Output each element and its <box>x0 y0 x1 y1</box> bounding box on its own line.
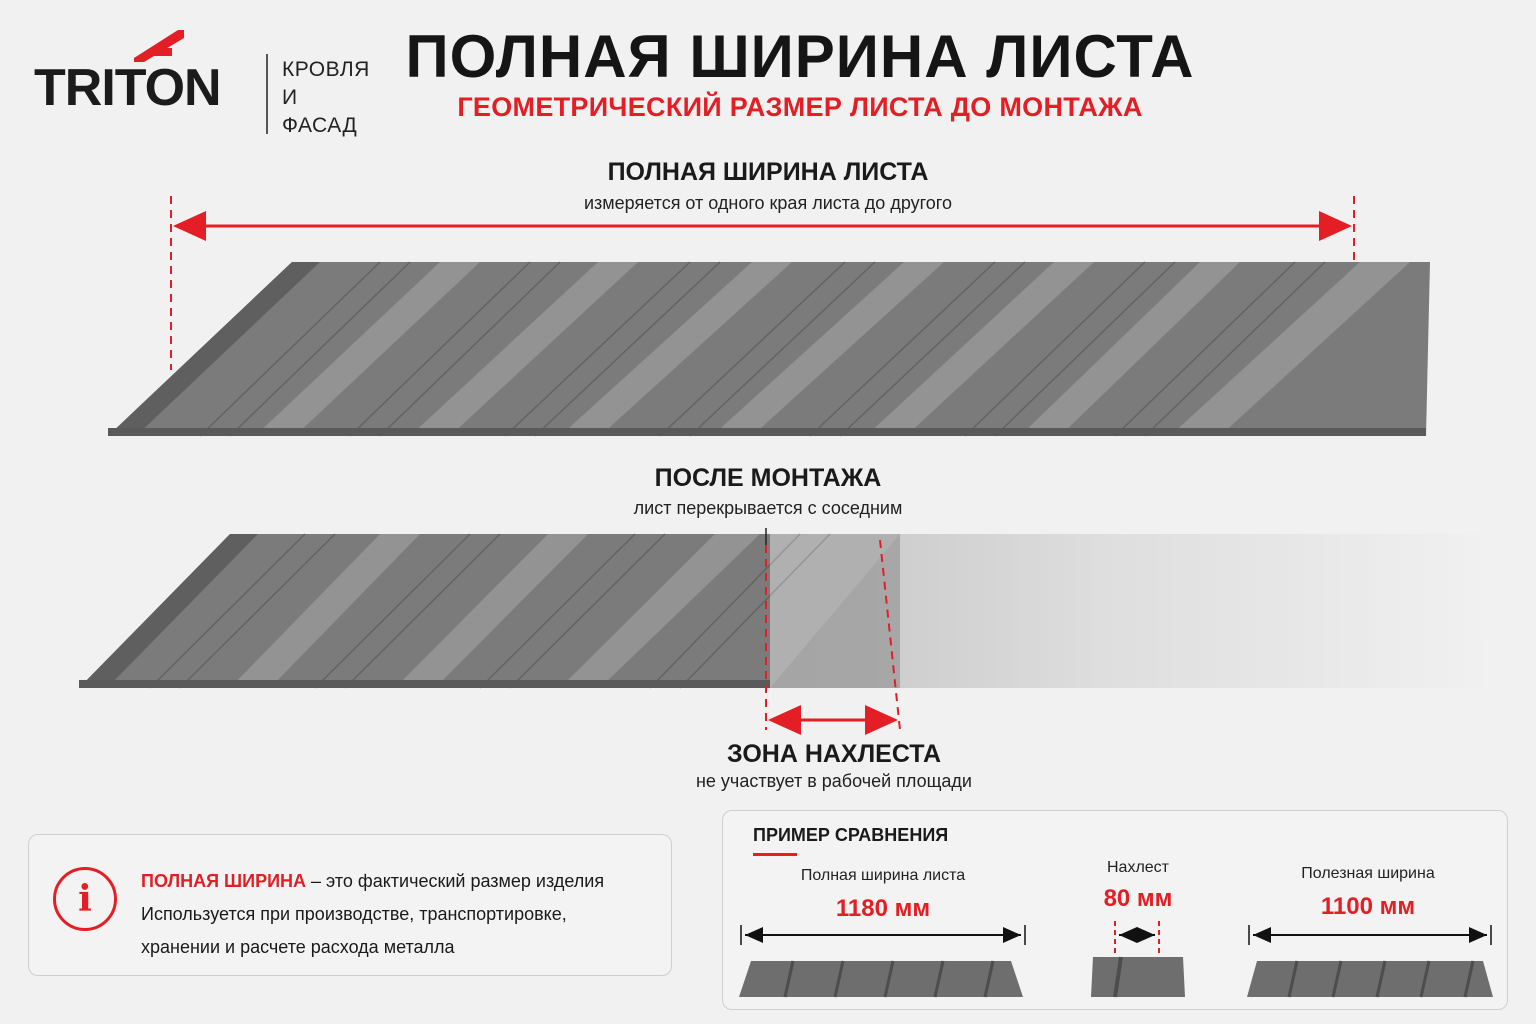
after-install-subtitle: лист перекрывается с соседним <box>633 498 903 518</box>
info-line1-rest: – это фактический размер изделия <box>306 871 605 891</box>
comparison-panel <box>722 810 1508 1010</box>
tagline-line1: КРОВЛЯ <box>282 58 370 81</box>
full-width-mini-sheet <box>739 925 1025 997</box>
full-width-label: Полная ширина листа <box>800 867 966 884</box>
useful-width-mini-sheet <box>1247 925 1493 997</box>
page-subtitle: ГЕОМЕТРИЧЕСКИЙ РАЗМЕР ЛИСТА ДО МОНТАЖА <box>457 92 1143 122</box>
overlap-mini-sheet <box>1091 921 1185 997</box>
comparison-title: ПРИМЕР СРАВНЕНИЯ <box>753 825 949 845</box>
overlap-value: 80 мм <box>1103 885 1173 912</box>
overlap-label: Нахлест <box>1106 859 1169 876</box>
info-panel <box>28 834 672 976</box>
full-sheet <box>108 262 1430 436</box>
tagline-line2: И ФАСАД <box>282 86 358 137</box>
brand-name: TRITON <box>34 59 221 117</box>
info-line1 <box>141 865 604 898</box>
info-line3: хранении и расчете расхода металла <box>141 937 455 957</box>
info-icon: i <box>53 867 117 931</box>
info-line2: Используется при производстве, транспортировке, <box>141 904 567 924</box>
useful-width-label: Полезная ширина <box>1301 865 1435 882</box>
info-highlight: ПОЛНАЯ ШИРИНА <box>141 871 307 891</box>
comparison-graphics <box>723 811 1509 1011</box>
info-text <box>141 865 604 964</box>
full-width-value: 1180 мм <box>835 895 931 922</box>
full-width-title: ПОЛНАЯ ШИРИНА ЛИСТА <box>607 158 929 186</box>
page-title: ПОЛНАЯ ШИРИНА ЛИСТА <box>405 23 1195 90</box>
overlap-zone-subtitle: не участвует в рабочей площади <box>695 771 972 791</box>
after-install-title: ПОСЛЕ МОНТАЖА <box>654 464 882 492</box>
installed-sheets <box>79 534 1482 688</box>
overlap-zone-title: ЗОНА НАХЛЕСТА <box>726 740 941 768</box>
full-width-subtitle: измеряется от одного края листа до другого <box>583 193 952 213</box>
useful-width-value: 1100 мм <box>1320 893 1416 920</box>
